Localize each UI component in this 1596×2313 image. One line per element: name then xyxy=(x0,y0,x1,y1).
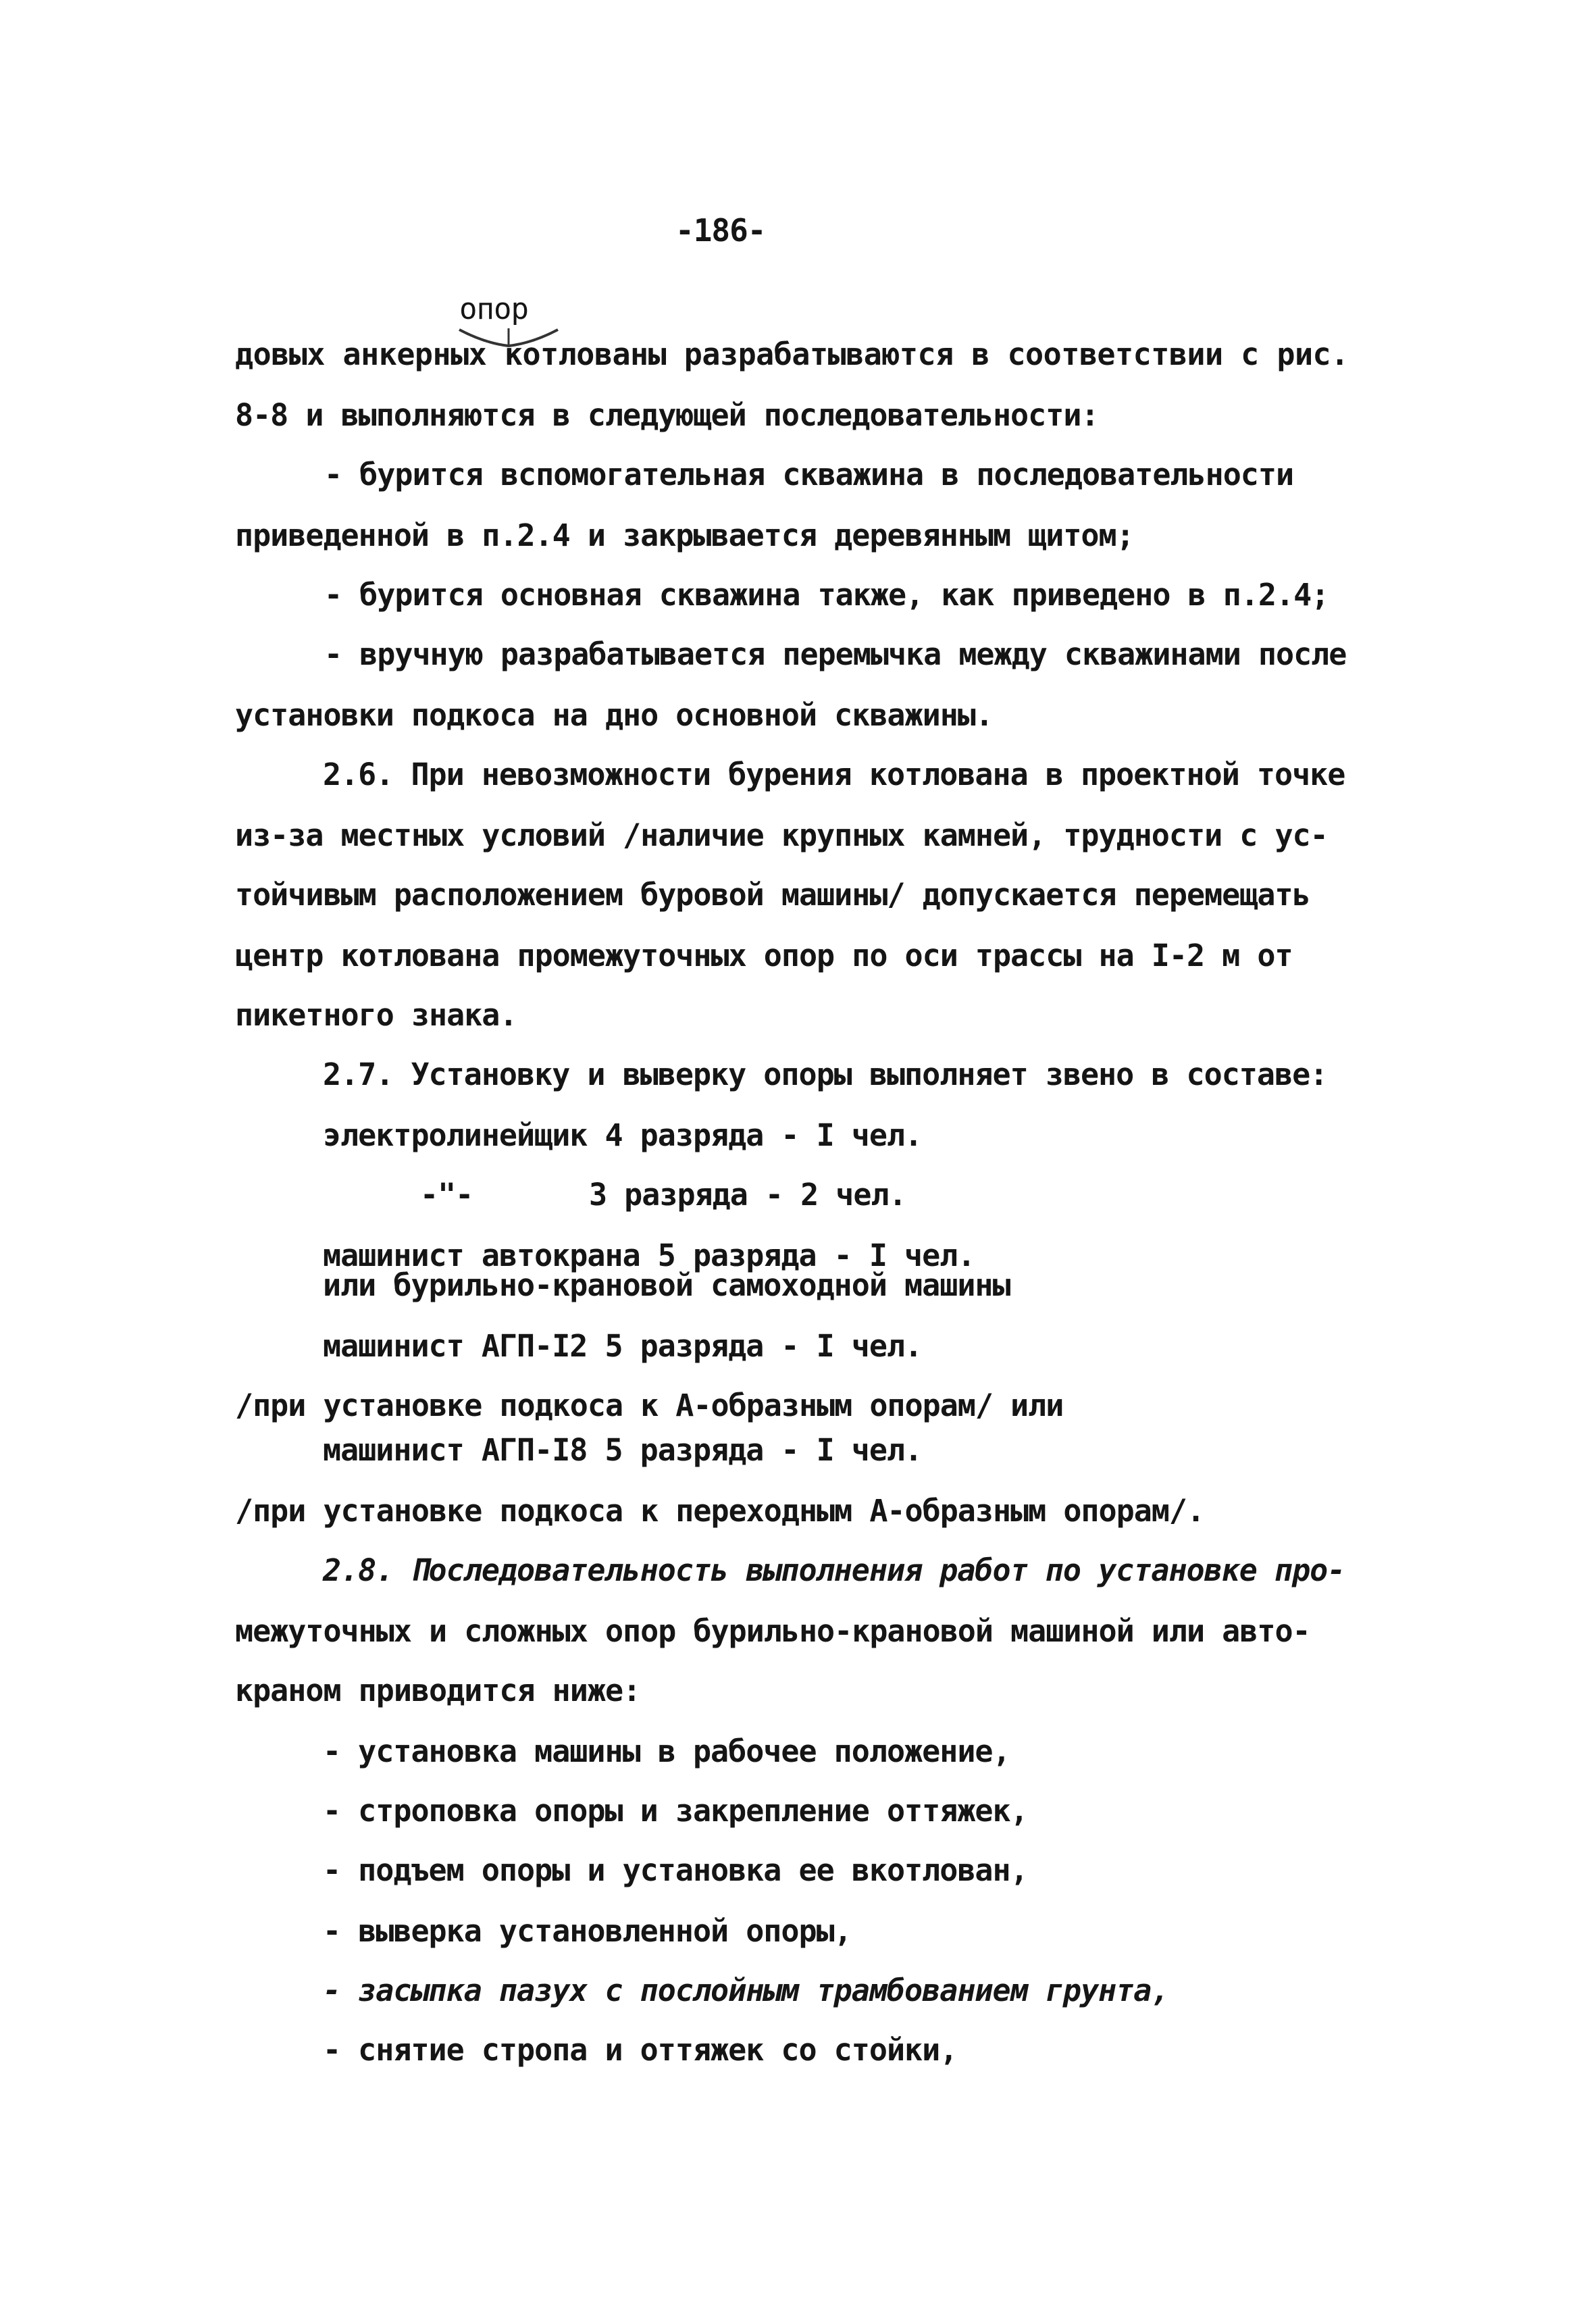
list-item: - подъем опоры и установка ее вкотлован, xyxy=(323,1852,1028,1888)
text-line: машинист АГП-I8 5 разряда - I чел. xyxy=(323,1432,923,1468)
list-item: - снятие стропа и оттяжек со стойки, xyxy=(323,2032,958,2068)
list-item: - установка машины в рабочее положение, xyxy=(323,1733,1010,1769)
text-line: из-за местных условий /наличие крупных камней, трудности с ус- xyxy=(235,817,1328,853)
text-line: 2.7. Установку и выверку опоры выполняет звено в составе: xyxy=(323,1057,1328,1092)
list-item: - строповка опоры и закрепление оттяжек, xyxy=(323,1793,1028,1829)
text-line: тойчивым расположением буровой машины/ допускается перемещать xyxy=(235,877,1310,913)
text-line: машинист автокрана 5 разряда - I чел. xyxy=(323,1238,975,1273)
text-line: электролинейщик 4 разряда - I чел. xyxy=(323,1117,923,1153)
text-line: 3 разряда - 2 чел. xyxy=(589,1177,906,1213)
text-line: машинист АГП-I2 5 разряда - I чел. xyxy=(323,1328,923,1364)
text-line: установки подкоса на дно основной скважины. xyxy=(235,697,993,733)
text-line: 2.6. При невозможности бурения котлована в проектной точке xyxy=(323,757,1345,792)
text-line: - вручную разрабатывается перемычка между скважинами после xyxy=(324,636,1347,672)
page-number: -186- xyxy=(675,212,766,249)
text-line: или бурильно-крановой самоходной машины xyxy=(323,1267,1010,1303)
text-line: центр котлована промежуточных опор по оси трассы на I-2 м от xyxy=(235,938,1293,973)
list-item: - выверка установленной опоры, xyxy=(323,1913,852,1949)
text-line: /при установке подкоса к А-образным опорам/ или xyxy=(235,1388,1064,1423)
text-line: - бурится вспомогательная скважина в последовательности xyxy=(324,457,1294,492)
text-line: пикетного знака. xyxy=(235,997,517,1033)
text-line: 2.8. Последовательность выполнения работ по установке про- xyxy=(323,1552,1345,1588)
handwritten-insertion: опор xyxy=(459,292,528,326)
text-line: межуточных и сложных опор бурильно-крановой машиной или авто- xyxy=(235,1613,1310,1649)
ditto-mark: -"- xyxy=(420,1177,473,1213)
text-line: довых анкерных котлованы разрабатываются в соответствии с рис. xyxy=(235,336,1349,372)
text-line: приведенной в п.2.4 и закрывается деревянным щитом; xyxy=(235,517,1134,553)
list-item: - засыпка пазух с послойным трамбованием грунта, xyxy=(323,1973,1169,2008)
text-line: 8-8 и выполняются в следующей последовательности: xyxy=(235,397,1099,433)
text-line: - бурится основная скважина также, как приведено в п.2.4; xyxy=(324,577,1329,613)
text-line: краном приводится ниже: xyxy=(235,1673,641,1708)
text-line: /при установке подкоса к переходным А-образным опорам/. xyxy=(235,1493,1205,1529)
